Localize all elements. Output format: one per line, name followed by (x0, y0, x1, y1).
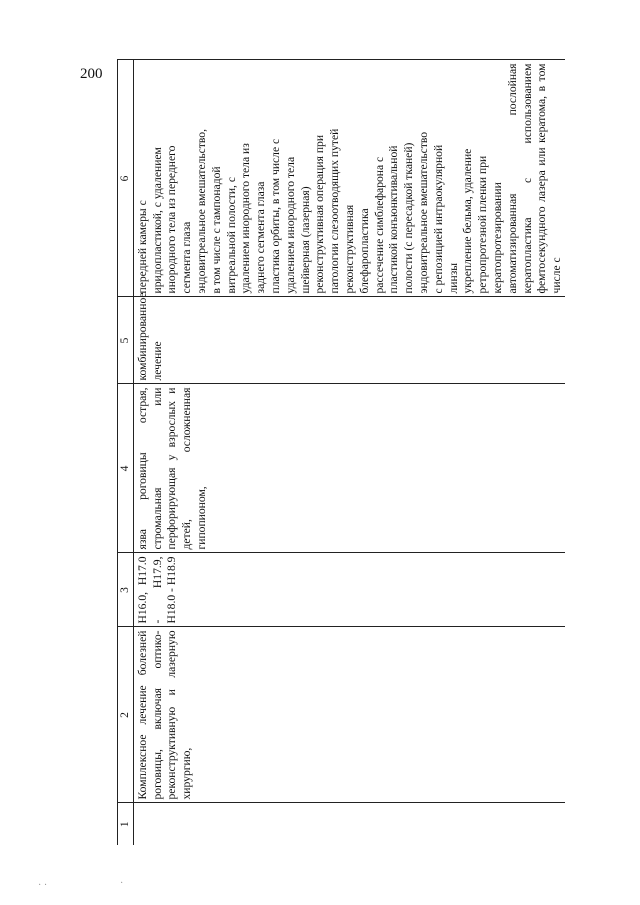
method-line: реконструктивная (342, 204, 356, 294)
method-line: кератопротезировании (490, 182, 504, 294)
cell-icd-codes: H16.0, H17.0 - H17.9, H18.0 - H18.9 (133, 553, 565, 627)
page-number: 200 (80, 66, 103, 82)
cell-methods (133, 60, 565, 297)
method-line: удалением инородного тела (283, 156, 297, 294)
method-line: рассечение симблефарона с (372, 156, 386, 294)
method-line: витреальной полости, с (224, 177, 238, 294)
header-row (118, 60, 134, 845)
method-line: блефаропластика (357, 208, 371, 294)
method-line: заднего сегмента глаза (254, 181, 268, 294)
method-paragraph: автоматизированная послойная кератопластика с использованием фемтосекундного лазера или кератома, в том числе с (505, 63, 564, 294)
cell-condition: язва роговицы острая, стромальная или перфорирующая у взрослых и детей, осложненная гипопионом, (133, 384, 565, 553)
method-line: инородного тела из переднего (165, 145, 179, 294)
header-cell-2: 2 (118, 627, 134, 803)
method-line: укрепление бельма, удаление (461, 148, 475, 294)
cell-treatment-type: комбинированное лечение (133, 297, 565, 384)
method-line: ретропротезной пленки при (476, 155, 490, 294)
scan-speck: · (120, 878, 124, 889)
method-line: сегмента глаза (180, 221, 194, 294)
method-line: шейверная (лазерная) (298, 186, 312, 294)
scan-speck: · · (38, 880, 48, 891)
method-line: линзы (446, 262, 460, 294)
cell-number (133, 803, 565, 845)
method-line: пластикой конъюнктивальной (387, 145, 401, 294)
method-line: пластика орбиты, в том числе с (268, 138, 282, 294)
method-line: передней камеры с (135, 200, 149, 294)
header-cell-3: 3 (118, 553, 134, 627)
method-line: полости (с пересадкой тканей) (402, 142, 416, 294)
method-line: с репозицией интраокулярной (431, 144, 445, 294)
table-row (133, 60, 565, 845)
treatment-table (117, 60, 565, 846)
method-line: реконструктивная операция при (313, 134, 327, 294)
method-line: удалением инородного тела из (239, 143, 253, 294)
method-line: эндовитреальное вмешательство (416, 131, 430, 294)
header-cell-6: 6 (118, 60, 134, 297)
header-cell-1: 1 (118, 803, 134, 845)
cell-treatment-name: Комплексное лечение болезней роговицы, включая оптико-реконструктивную и лазерную хирургию, (133, 627, 565, 803)
method-line: иридопластикой, с удалением (150, 147, 164, 294)
rotated-table-container (117, 60, 562, 845)
method-line: патологии слезоотводящих путей (328, 128, 342, 294)
method-line: в том числе с тампонадой (209, 166, 223, 294)
header-cell-4: 4 (118, 384, 134, 553)
header-cell-5: 5 (118, 297, 134, 384)
method-line: эндовитреальное вмешательство, (194, 129, 208, 294)
